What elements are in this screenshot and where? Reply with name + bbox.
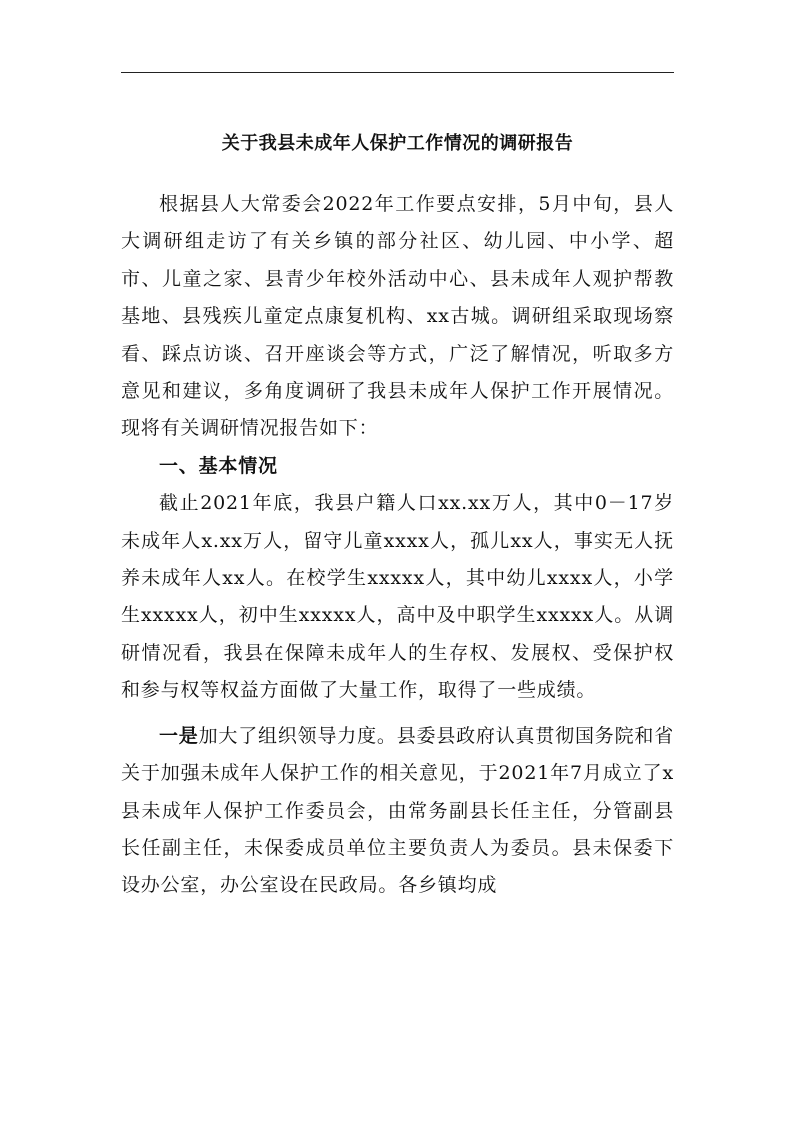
basic-situation-paragraph: 截止2021年底，我县户籍人口xx.xx万人，其中0－17岁未成年人x.xx万人，留守儿童xxxx人，孤儿xx人，事实无人抚养未成年人xx人。在校学生xxxxx人，其中幼儿xxxx人，小学生xxxxx人，初中生xxxxx人，高中及中职学生xxxxx人。从调研情况看，我县在保障未成年人的生存权、发展权、受保护权和参与权等权益方面做了大量工作，取得了一些成绩。 [121, 492, 674, 702]
point-one-paragraph [121, 718, 674, 905]
paragraph-gap [121, 710, 674, 718]
intro-paragraph: 根据县人大常委会2022年工作要点安排，5月中旬，县人大调研组走访了有关乡镇的部分社区、幼儿园、中小学、超市、儿童之家、县青少年校外活动中心、县未成年人观护帮教基地、县残疾儿童定点康复机构、xx古城。调研组采取现场察看、踩点访谈、召开座谈会等方式，广泛了解情况，听取多方意见和建议，多角度调研了我县未成年人保护工作开展情况。现将有关调研情况报告如下： [121, 193, 674, 440]
header-rule [121, 72, 674, 73]
point-one-lead: 一是 [159, 724, 199, 747]
point-one-text: 加大了组织领导力度。县委县政府认真贯彻国务院和省关于加强未成年人保护工作的相关意见，于2021年7月成立了x县未成年人保护工作委员会，由常务副县长任主任，分管副县长任副主任，未保委成员单位主要负责人为委员。县未保委下设办公室，办公室设在民政局。各乡镇均成 [121, 724, 674, 897]
section-heading-basic-situation: 一、基本情况 [159, 454, 278, 477]
document-body [121, 186, 674, 905]
document-title: 关于我县未成年人保护工作情况的调研报告 [221, 133, 574, 154]
